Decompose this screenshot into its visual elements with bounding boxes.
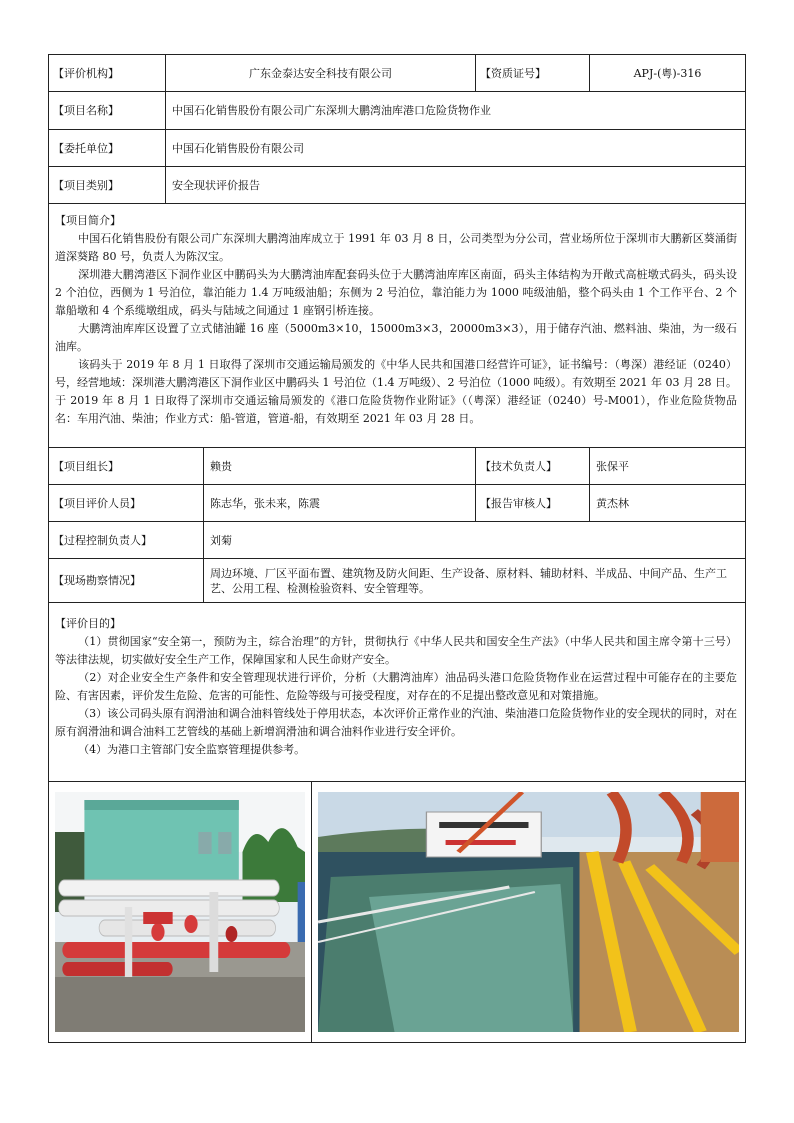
intro-row — [49, 204, 746, 448]
type-value: 安全现状评价报告 — [166, 167, 746, 204]
purpose-paragraph: （3）该公司码头原有润滑油和调合油料管线处于停用状态，本次评价正常作业的汽油、柴油港口危险货物作业的安全现状的同时，对在原有润滑油和调合油料工艺管线的基础上新增润滑油和调合油料作业进行安全评价。 — [55, 707, 737, 738]
photos-row — [49, 782, 746, 1043]
purpose-paragraph: （2）对企业安全生产条件和安全管理现状进行评价，分析（大鹏湾油库）油品码头港口危险货物作业在运营过程中可能存在的主要危险、有害因素，评价发生危险、危害的可能性、危险等级与可接受程度，对存在的不足提出整改意见和对策措施。 — [55, 671, 737, 702]
type-row — [49, 167, 746, 204]
pipeline-valves-photo — [55, 792, 305, 1032]
intro-paragraph: 中国石化销售股份有限公司广东深圳大鹏湾油库成立于 1991 年 03 月 8 日，公司类型为分公司，营业场所位于深圳市大鹏新区葵涌街道深葵路 80 号，负责人为陈汉宝。 — [55, 232, 737, 263]
intro-paragraph: 大鹏湾油库库区设置了立式储油罐 16 座（5000m3×10，15000m3×3，20000m3×3），用于储存汽油、燃料油、柴油，为一级石油库。 — [55, 322, 737, 353]
leader-label: 【项目组长】 — [49, 448, 204, 485]
client-value: 中国石化销售股份有限公司 — [166, 130, 746, 167]
org-row — [49, 55, 746, 92]
tech-lead-value: 张保平 — [590, 448, 746, 485]
site-survey-value: 周边环境、厂区平面布置、建筑物及防火间距、生产设备、原材料、辅助材料、半成品、中间产品、生产工艺、公用工程、检测检验资料、安全管理等。 — [204, 559, 746, 603]
right-photo-cell — [312, 782, 746, 1043]
leader-value: 赖贵 — [204, 448, 476, 485]
project-name-label: 【项目名称】 — [49, 92, 166, 130]
purpose-heading: 【评价目的】 — [55, 617, 121, 630]
evaluation-summary-sheet — [48, 54, 745, 1043]
client-row — [49, 130, 746, 167]
evaluators-row — [49, 485, 746, 522]
evaluation-form-table — [48, 54, 746, 1043]
client-label: 【委托单位】 — [49, 130, 166, 167]
reviewer-value: 黄杰林 — [590, 485, 746, 522]
tech-lead-label: 【技术负责人】 — [476, 448, 590, 485]
intro-paragraph: 该码头于 2019 年 8 月 1 日取得了深圳市交通运输局颁发的《中华人民共和国港口经营许可证》，证书编号：（粤深）港经证（0240）号，经营地域：深圳港大鹏湾港区下洞作业区中鹏码头 1 号泊位（1.4 万吨级）、2 号泊位（1000 吨级）。有效期至 2021 年 03 月 28 日。于 2019 年 8 月 1 日取得了深圳市交通运输局颁发的《港口危险货物作业附证》（（粤深）港经证（0240）号-M001），作业危险货物品名：车用汽油、柴油；作业方式：船-管道，管道-船，有效期至 2021 年 03 月 28 日。 — [55, 358, 737, 425]
evaluators-value: 陈志华，张未来，陈震 — [204, 485, 476, 522]
purpose-paragraph: （4）为港口主管部门安全监察管理提供参考。 — [78, 743, 306, 756]
evaluators-label: 【项目评价人员】 — [49, 485, 204, 522]
process-control-value: 刘菊 — [204, 522, 746, 559]
intro-heading: 【项目简介】 — [55, 214, 121, 227]
site-survey-label: 【现场勘察情况】 — [49, 559, 204, 603]
project-intro-section — [49, 204, 746, 448]
left-photo-cell — [49, 782, 312, 1043]
intro-paragraph: 深圳港大鹏湾港区下洞作业区中鹏码头为大鹏湾油库配套码头位于大鹏湾油库库区南面，码头主体结构为开敞式高桩墩式码头，码头设 2 个泊位，西侧为 1 号泊位，靠泊能力 1.4 万吨级油船；东侧为 2 号泊位，靠泊能力为 1000 吨级油船，整个码头由 1 个工作平台、2 个靠船墩和 4 个系缆墩组成，码头与陆域之间通过 1 座钢引桥连接。 — [55, 268, 737, 317]
process-control-row — [49, 522, 746, 559]
purpose-row — [49, 603, 746, 782]
org-value: 广东金泰达安全科技有限公司 — [166, 55, 476, 92]
reviewer-label: 【报告审核人】 — [476, 485, 590, 522]
tanker-at-berth-photo — [318, 792, 739, 1032]
purpose-paragraph: （1）贯彻国家“安全第一，预防为主，综合治理”的方针，贯彻执行《中华人民共和国安全生产法》（中华人民共和国主席令第十三号）等法律法规，切实做好安全生产工作，保障国家和人民生命财产安全。 — [55, 635, 737, 666]
evaluation-purpose-section — [49, 603, 746, 782]
leader-row — [49, 448, 746, 485]
project-name-row — [49, 92, 746, 130]
type-label: 【项目类别】 — [49, 167, 166, 204]
cert-label: 【资质证号】 — [476, 55, 590, 92]
site-survey-row — [49, 559, 746, 603]
org-label: 【评价机构】 — [49, 55, 166, 92]
cert-value: APJ-(粤)-316 — [590, 55, 746, 92]
process-control-label: 【过程控制负责人】 — [49, 522, 204, 559]
project-name-value: 中国石化销售股份有限公司广东深圳大鹏湾油库港口危险货物作业 — [166, 92, 746, 130]
